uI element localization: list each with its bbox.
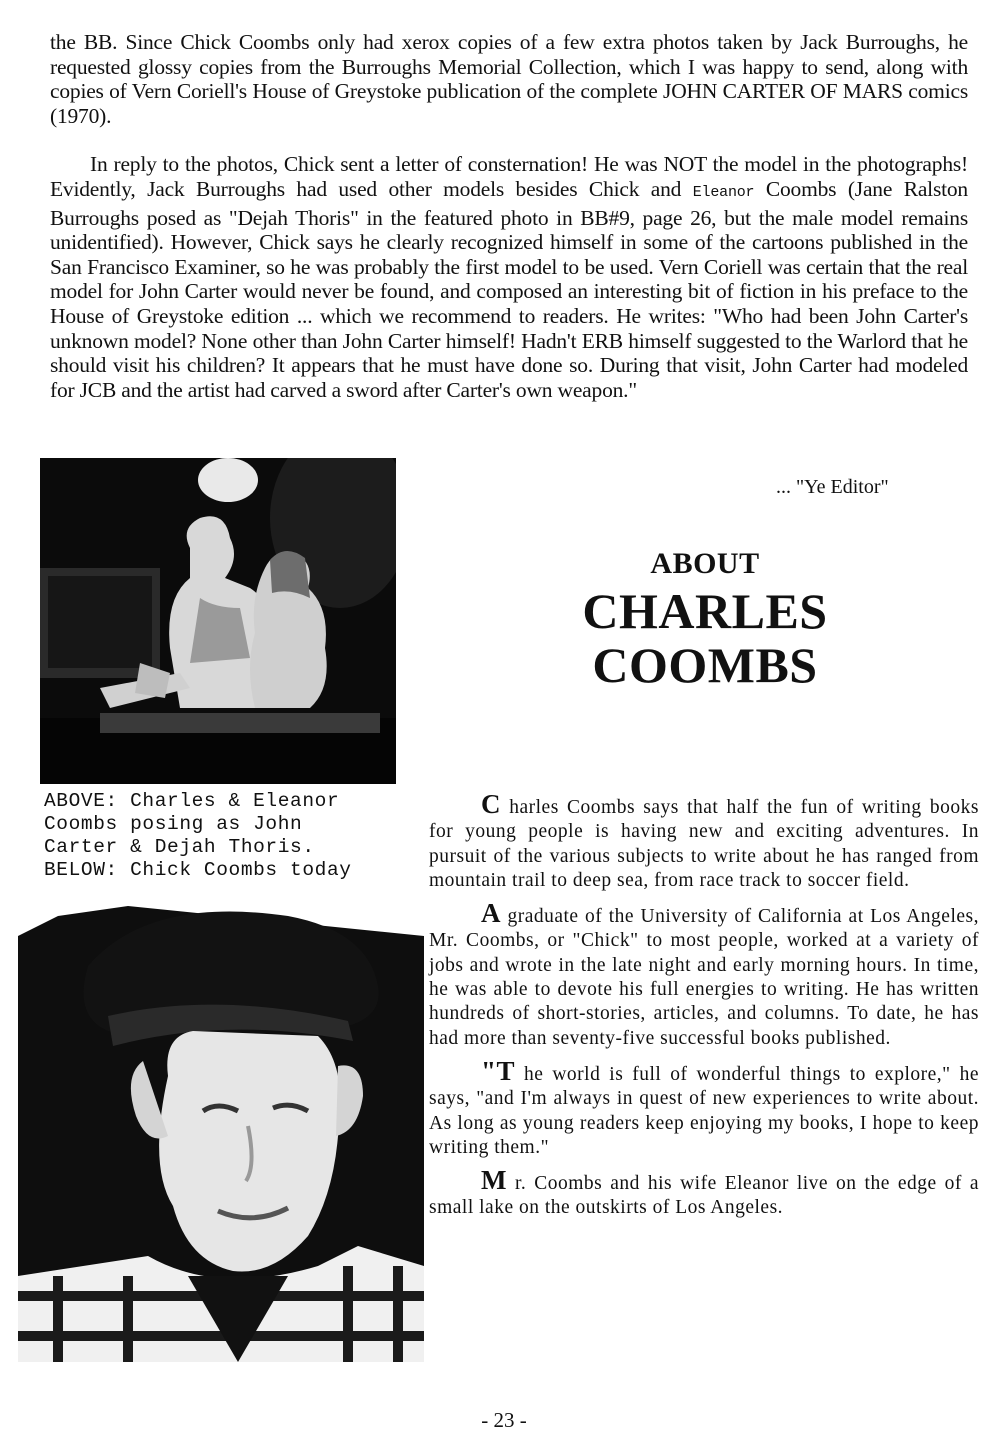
photo-caption <box>44 790 414 882</box>
article-body <box>429 789 979 1229</box>
paragraph-text: he world is full of wonderful things to explore," he says, "and I'm always in quest of new experiences to write about. As long as young readers keep enjoying my books, I hope to keep writing them." <box>429 1063 979 1158</box>
inserted-word: Eleanor <box>692 183 755 201</box>
intro-paragraph-1: the BB. Since Chick Coombs only had xerox copies of a few extra photos taken by Jack Burroughs, he requested glossy copies from the Burroughs Memorial Collection, which I was happy to send, along with copies of Vern Coriell's House of Greystoke publication of the complete JOHN CARTER OF MARS comics (1970). <box>50 30 968 128</box>
page-number: - 23 - <box>481 1408 527 1432</box>
caption-line-1: ABOVE: Charles & Eleanor <box>44 790 340 812</box>
paragraph-text: r. Coombs and his wife Eleanor live on the edge of a small lake on the outskirts of Los Angeles. <box>429 1173 979 1219</box>
caption-line-3: Carter & Dejah Thoris. <box>44 836 315 858</box>
article-paragraph <box>429 898 979 1051</box>
intro-paragraph-2-part-a: In reply to the photos, Chick sent a letter of consternation! He was NOT the model in the photographs! Evidently, Jack Burroughs had used other models besides Chick and <box>50 152 968 201</box>
drop-cap: A <box>481 898 501 929</box>
paragraph-text: harles Coombs says that half the fun of writing books for young people is having new and exciting adventures. In pursuit of the various subjects to write about he has ranged from mountain trail to deep sea, from race track to soccer field. <box>429 797 979 891</box>
caption-line-2: Coombs posing as John <box>44 813 303 835</box>
heading-first-name: CHARLES <box>582 583 828 639</box>
article-paragraph <box>429 1165 979 1221</box>
drop-cap: C <box>481 789 501 819</box>
intro-paragraph-2 <box>50 152 968 402</box>
caption-line-4: BELOW: Chick Coombs today <box>44 859 352 881</box>
article-heading <box>520 544 890 692</box>
article-paragraph <box>429 1055 979 1160</box>
paragraph-text: graduate of the University of California at Los Angeles, Mr. Coombs, or "Chick" to most people, worked at a variety of jobs and wrote in the late night and early morning hours. In time, he was able to devote his full energies to writing. He has written hundreds of short-stories, articles, and columns. To date, he has had more than seventy-five successful books published. <box>429 906 979 1049</box>
heading-about: ABOUT <box>650 547 760 580</box>
heading-last-name: COOMBS <box>592 637 818 693</box>
article-paragraph <box>429 789 979 893</box>
intro-text <box>50 30 968 402</box>
editor-signoff: ... "Ye Editor" <box>776 476 889 498</box>
vintage-photo-couple <box>40 458 396 784</box>
drop-cap: M <box>481 1165 507 1196</box>
portrait-photo-man-cap <box>18 896 424 1362</box>
drop-cap: "T <box>481 1055 515 1086</box>
intro-paragraph-2-part-b: Coombs (Jane Ralston Burroughs posed as "Dejah Thoris" in the featured photo in BB#9, page 26, but the male model remains unidentified). However, Chick says he clearly recognized himself in some of the cartoons published in the San Francisco Examiner, so he was probably the first model to be used. Vern Coriell was certain that the real model for John Carter would never be found, and composed an interesting bit of fiction in his preface to the House of Greystoke edition ... which we recommend to readers. He writes: "Who had been John Carter's unknown model? None other than John Carter himself! Hadn't ERB himself suggested to the Warlord that he should visit his children? It appears that he must have done so. During that visit, John Carter had modeled for JCB and the artist had carved a sword after Carter's own weapon." <box>50 176 968 402</box>
